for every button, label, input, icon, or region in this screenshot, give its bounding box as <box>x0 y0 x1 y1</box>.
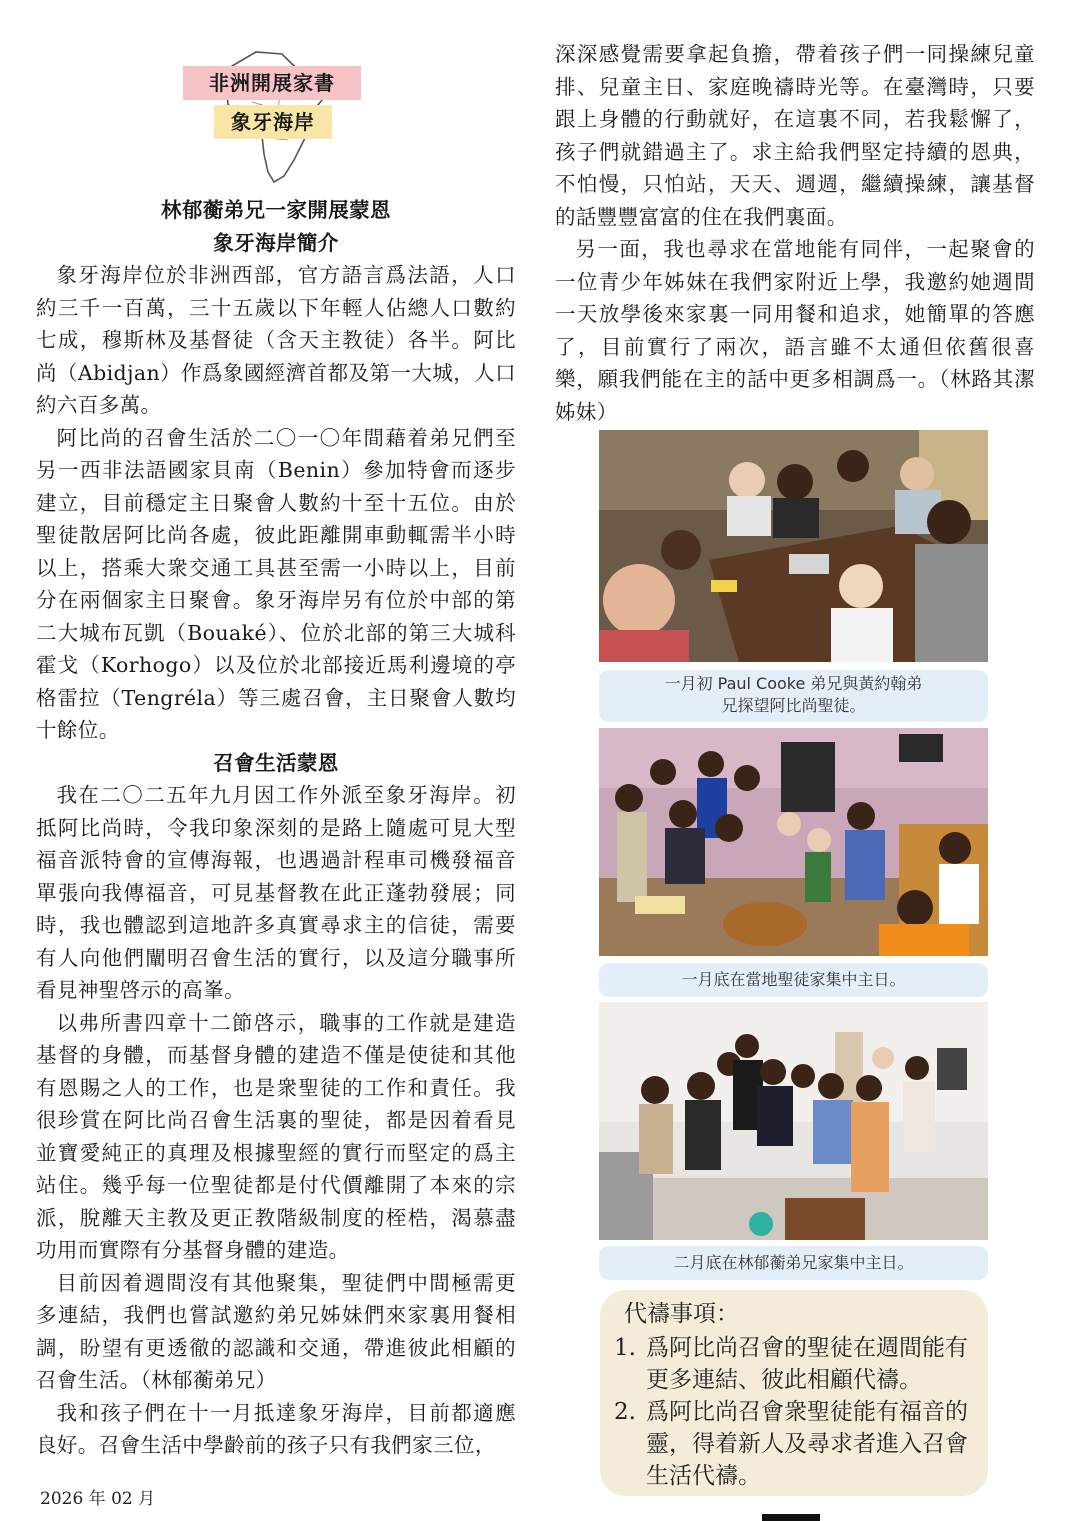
photo-caption: 一月底在當地聖徒家集中主日。 <box>599 963 988 997</box>
prayer-item <box>614 1332 974 1396</box>
section-heading-church-life: 召會生活蒙恩 <box>213 750 339 775</box>
paragraph: 阿比尚的召會生活於二〇一〇年間藉着弟兄們至另一西非法語國家貝南（Benin）參加特會而逐步建立，目前穩定主日聚會人數約十至十五位。由於聖徒散居阿比尚各處，彼此距離開車動輒需半小時以上，搭乘大衆交通工具甚至需一小時以上，目前分在兩個家主日聚會。象牙海岸另有位於中部的第二大城布瓦凱（Bouaké）、位於北部的第三大城科霍戈（Korhogo）以及位於北部接近馬利邊境的亭格雷拉（Tengréla）等三處召會，主日聚會人數均十餘位。 <box>36 425 516 742</box>
page-marker <box>762 1514 820 1521</box>
prayer-requests-box <box>600 1290 988 1496</box>
prayer-item-text: 爲阿比尚召會衆聖徒能有福音的靈，得着新人及尋求者進入召會生活代禱。 <box>646 1399 968 1489</box>
banner-title: 非洲開展家書 <box>183 66 361 100</box>
prayer-item-text: 爲阿比尚召會的聖徒在週間能有更多連結、彼此相顧代禱。 <box>646 1335 968 1393</box>
section-heading-intro: 象牙海岸簡介 <box>213 230 339 255</box>
paragraph: 象牙海岸位於非洲西部，官方語言爲法語，人口約三千一百萬，三十五歲以下年輕人佔總人口數約七成，穆斯林及基督徒（含天主教徒）各半。阿比尚（Abidjan）作爲象國經濟首都及第一大城，人口約六百多萬。 <box>36 263 516 417</box>
prayer-list <box>614 1332 974 1492</box>
photo-caption: 一月初 Paul Cooke 弟兄與黃約翰弟兄探望阿比尚聖徒。 <box>599 670 988 722</box>
paragraph: 目前因着週間沒有其他聚集，聖徒們中間極需更多連結，我們也嘗試邀約弟兄姊妹們來家裏用餐相調，盼望有更透徹的認識和交通，帶進彼此相顧的召會生活。（林郁蘅弟兄） <box>36 1270 516 1392</box>
prayer-item-number: 2. <box>614 1399 636 1425</box>
prayer-item-number: 1. <box>614 1335 636 1361</box>
prayer-item <box>614 1396 974 1492</box>
left-column <box>36 194 516 1462</box>
paragraph: 另一面，我也尋求在當地能有同伴，一起聚會的一位青少年姊妹在我們家附近上學，我邀約她週間一天放學後來家裏一同用餐和追求，她簡單的答應了，目前實行了兩次，語言雖不太通但依舊很喜樂，願我們能在主的話中更多相調爲一。（林路其潔姊妹） <box>555 237 1035 424</box>
prayer-title: 代禱事項： <box>624 1301 739 1327</box>
photo-home-meeting <box>599 728 988 956</box>
paragraph: 以弗所書四章十二節啓示，職事的工作就是建造基督的身體，而基督身體的建造不僅是使徒和其他有恩賜之人的工作，也是衆聖徒的工作和責任。我很珍賞在阿比尚召會生活裏的聖徒，都是因着看見並寶愛純正的真理及根據聖經的實行而堅定的爲主站住。幾乎每一位聖徒都是付代價離開了本來的宗派，脫離天主教及更正教階級制度的桎梏，渴慕盡功用而實際有分基督身體的建造。 <box>36 1010 516 1262</box>
paragraph: 我和孩子們在十一月抵達象牙海岸，目前都適應良好。召會生活中學齡前的孩子只有我們家三位， <box>36 1400 516 1457</box>
photo-visit <box>599 430 988 662</box>
article-title: 林郁蘅弟兄一家開展蒙恩 <box>161 198 391 222</box>
photo-caption: 二月底在林郁蘅弟兄家集中主日。 <box>599 1246 988 1280</box>
issue-date: 2026 年 02 月 <box>40 1489 156 1509</box>
right-column <box>555 38 1035 428</box>
photo-lin-home-meeting <box>599 1002 988 1240</box>
paragraph: 我在二〇二五年九月因工作外派至象牙海岸。初抵阿比尚時，令我印象深刻的是路上隨處可見大型福音派特會的宣傳海報，也遇過計程車司機發福音單張向我傳福音，可見基督教在此正蓬勃發展；同時，我也體認到這地許多真實尋求主的信徒，需要有人向他們闡明召會生活的實行，以及這分職事所看見神聖啓示的高峯。 <box>36 783 516 1002</box>
banner-subtitle: 象牙海岸 <box>214 105 332 139</box>
paragraph: 深深感覺需要拿起負擔，帶着孩子們一同操練兒童排、兒童主日、家庭晚禱時光等。在臺灣時，只要跟上身體的行動就好，在這裏不同，若我鬆懈了，孩子們就錯過主了。求主給我們堅定持續的恩典，不怕慢，只怕站，天天、週週，繼續操練，讓基督的話豐豐富富的住在我們裏面。 <box>555 42 1035 229</box>
